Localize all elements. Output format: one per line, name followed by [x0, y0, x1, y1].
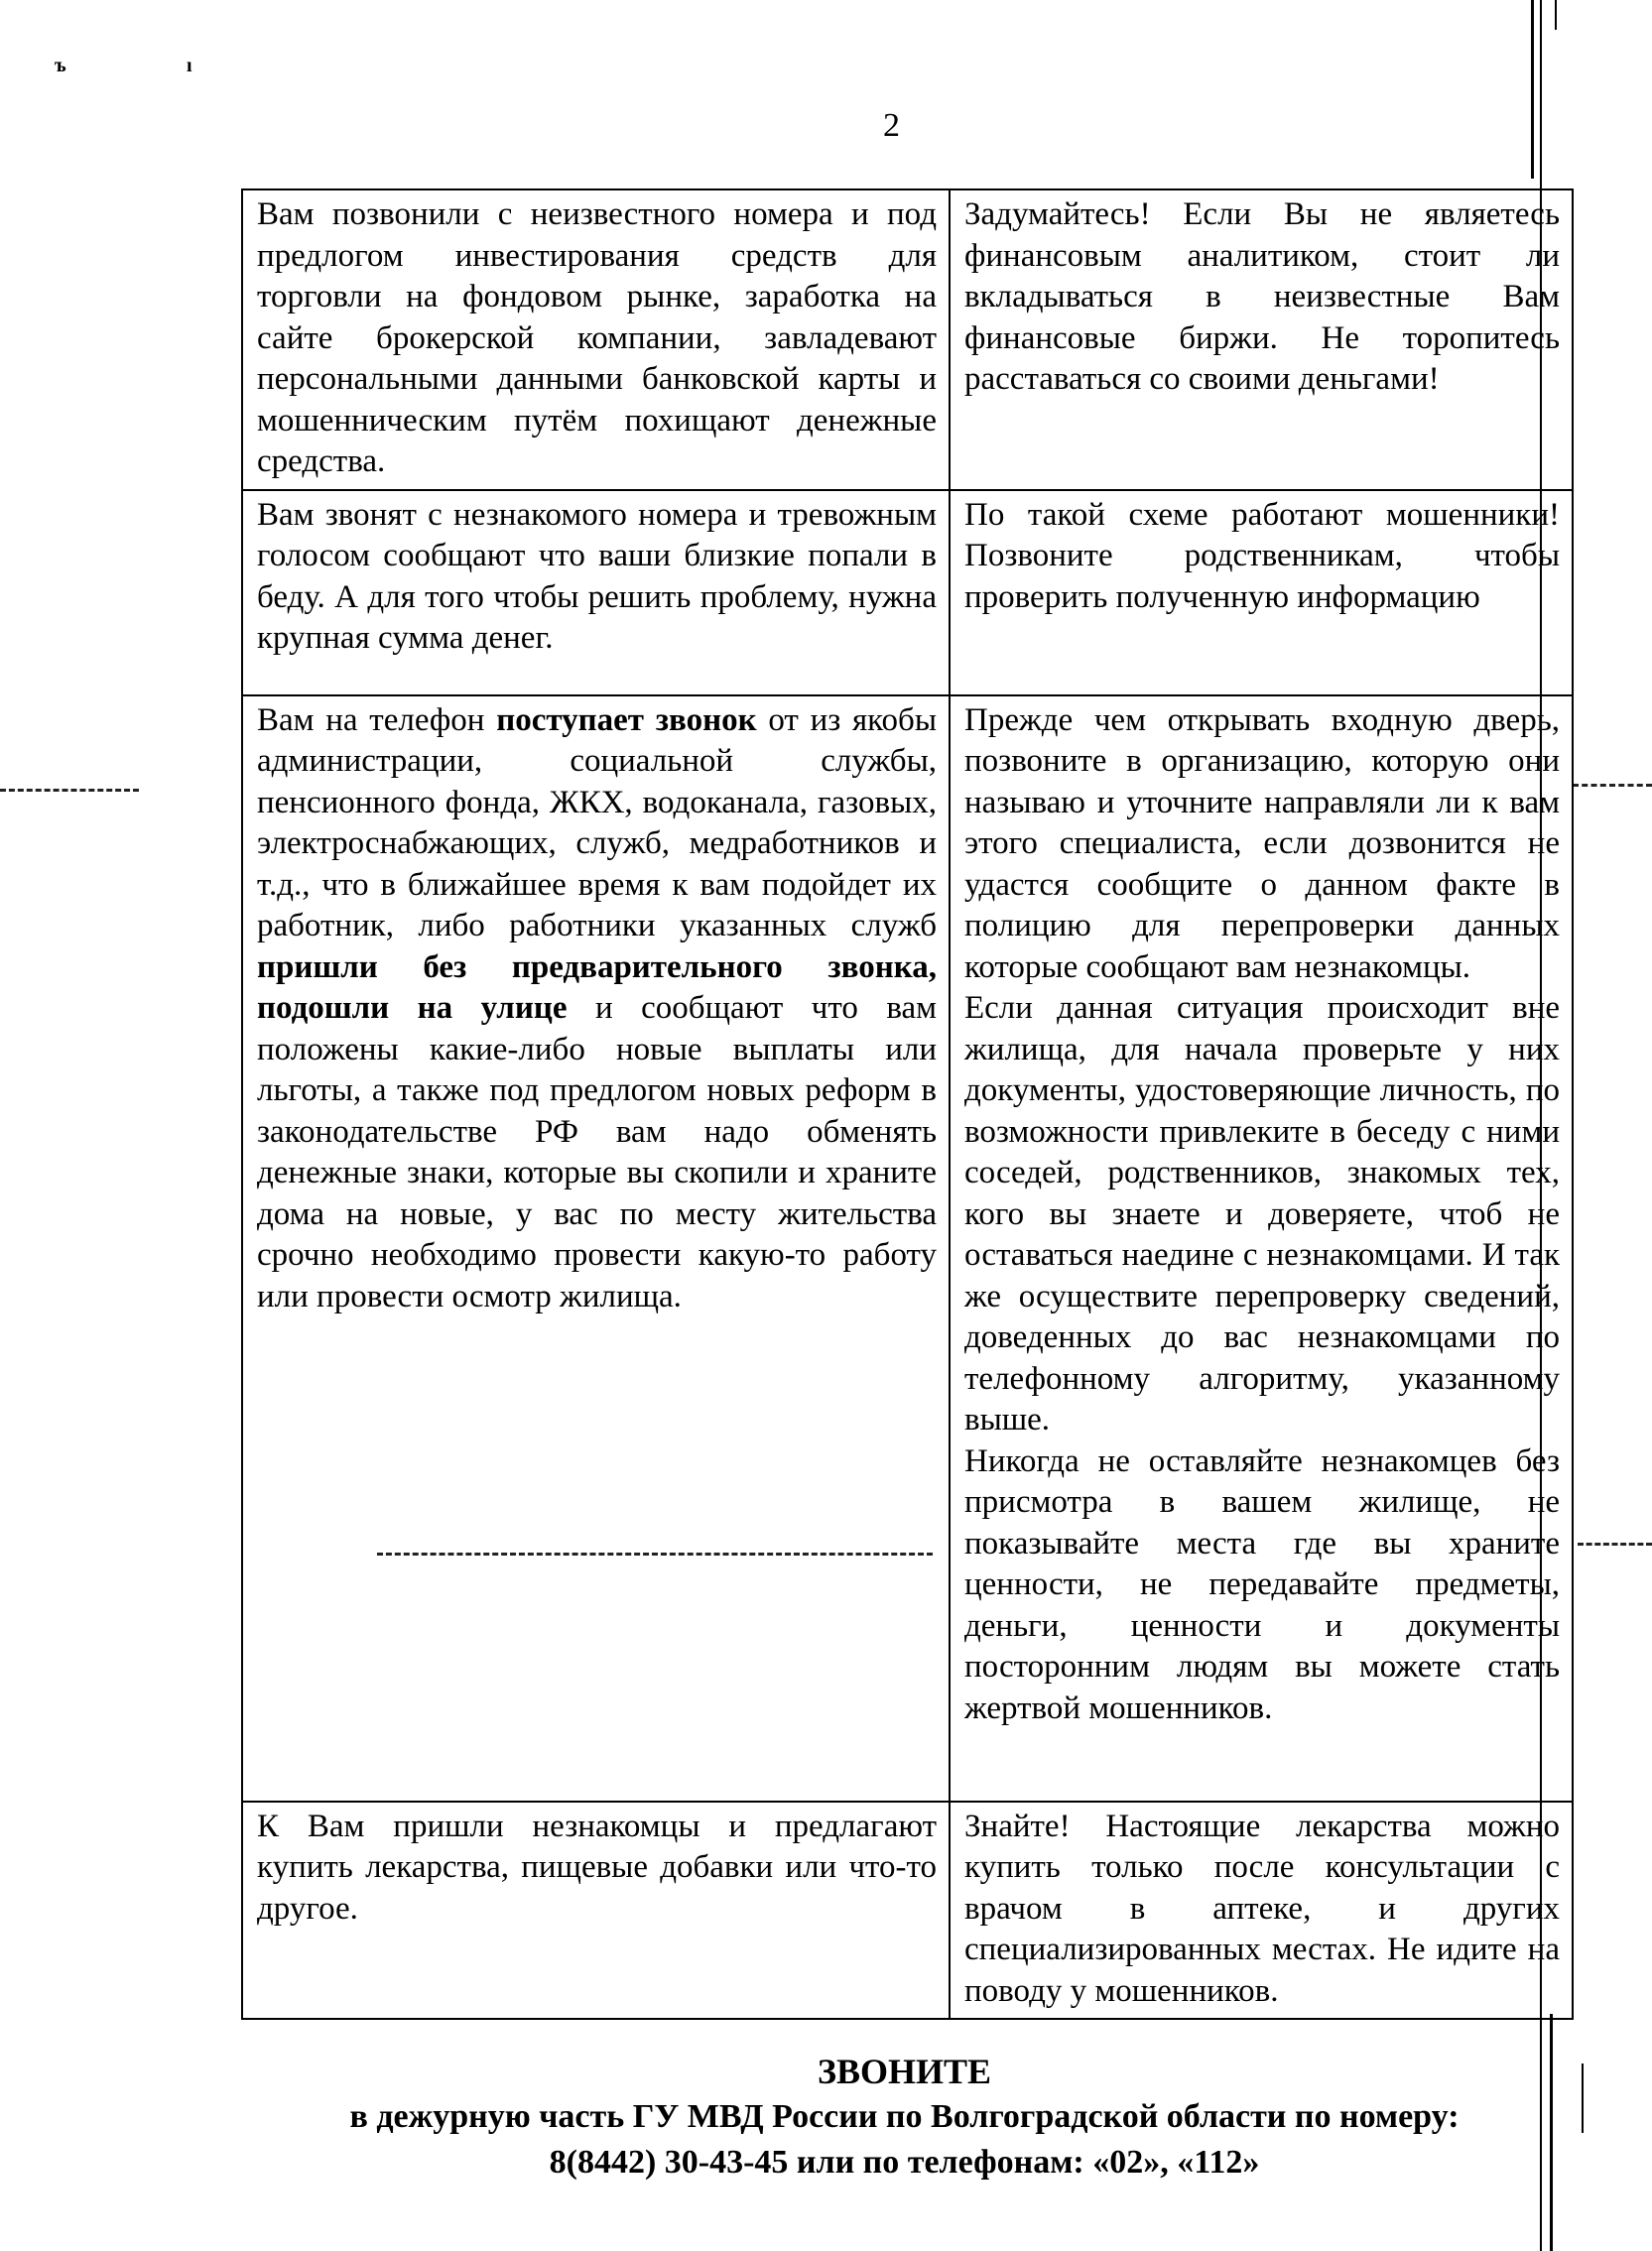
scan-edge-line [1582, 2063, 1584, 2133]
situation-cell: Вам звонят с незнакомого номера и тревожным голосом сообщают что ваши близкие попали в беду. А для того чтобы решить проблему, нужна крупная сумма денег. [242, 490, 950, 695]
footer-line: в дежурную часть ГУ МВД России по Волгоградской области по номеру: [349, 2098, 1460, 2135]
table-row [242, 695, 1573, 1802]
page-number: 2 [883, 107, 900, 144]
table-row [242, 1802, 1573, 2020]
advice-cell: По такой схеме работают мошенники! Позвоните родственникам, чтобы проверить полученную информацию [950, 490, 1573, 695]
scan-edge-line [1531, 0, 1534, 179]
advice-paragraph: Никогда не оставляйте незнакомцев без присмотра в вашем жилище, не показывайте места где вы храните ценности, не передавайте предметы, деньги, ценности и документы посторонним людям вы можете стать жертвой мошенников. [964, 1442, 1560, 1726]
situation-text: Вам на телефон [257, 701, 497, 738]
table-row [242, 189, 1573, 490]
situation-text: и сообщают что вам положены какие-либо новые выплаты или льготы, а также под предлогом новых реформ в законодательстве РФ вам надо обменять денежные знаки, которые вы скопили и храните дома на новые, у вас по месту жительства срочно необходимо провести какую-то работу или провести осмотр жилища. [257, 990, 937, 1314]
situation-text: от из якобы администрации, социальной службы, пенсионного фонда, ЖКХ, водоканала, газовых, электроснабжающих, служб, медработников и т.д., что в ближайшее время к вам подойдет их работник, либо работники указанных служб [257, 701, 938, 943]
situation-emphasis: пришли без предварительного звонка, подошли на улице [257, 948, 937, 1026]
situation-cell: Вам позвонили с неизвестного номера и под предлогом инвестирования средств для торговли на фондовом рынке, заработка на сайте брокерской компании, завладевают персональными данными банковской карты и мошенническим путём похищают денежные средства. [242, 189, 950, 490]
situation-cell [242, 695, 950, 1802]
scan-dash-line [1573, 784, 1652, 787]
advice-paragraph: Прежде чем открывать входную дверь, позвоните в организацию, которую они называю и уточните направляли ли к вам этого специалиста, если дозвонится не удастся сообщите о данном факте в полицию для перепроверки данных которые сообщают вам незнакомцы. [964, 701, 1560, 985]
advice-cell [950, 695, 1573, 1802]
advice-cell: Знайте! Настоящие лекарства можно купить только после консультации с врачом в аптеке, и других специализированных местах. Не идите на поводу у мошенников. [950, 1802, 1573, 2020]
scan-dash-line [0, 789, 139, 792]
footer-phone-line: 8(8442) 30-43-45 или по телефонам: «02», «112» [549, 2144, 1260, 2181]
advice-paragraph: Если данная ситуация происходит вне жилища, для начала проверьте у них документы, удостоверяющие личность, по возможности привлеките в беседу с ними соседей, родственников, знакомых тех, кого вы знаете и доверяете, чтоб не оставаться наедине с незнакомцами. И так же осуществите перепроверку сведений, доведенных до вас незнакомцами по телефонному алгоритму, указанному выше. [964, 990, 1560, 1438]
scan-edge-line [1555, 0, 1557, 30]
situation-cell: К Вам пришли незнакомцы и предлагают купить лекарства, пищевые добавки или что-то другое. [242, 1802, 950, 2020]
scan-artifact-mark: ı [187, 55, 192, 76]
contact-footer [241, 2049, 1568, 2186]
scan-artifact-mark: ъ [55, 55, 66, 76]
situation-emphasis: поступает звонок [496, 701, 757, 738]
scan-dash-line [1578, 1543, 1652, 1546]
footer-heading: ЗВОНИТЕ [817, 2052, 992, 2091]
fraud-schemes-table [241, 188, 1574, 2020]
table-row [242, 490, 1573, 695]
advice-cell: Задумайтесь! Если Вы не являетесь финансовым аналитиком, стоит ли вкладываться в неизвестные Вам финансовые биржи. Не торопитесь расставаться со своими деньгами! [950, 189, 1573, 490]
